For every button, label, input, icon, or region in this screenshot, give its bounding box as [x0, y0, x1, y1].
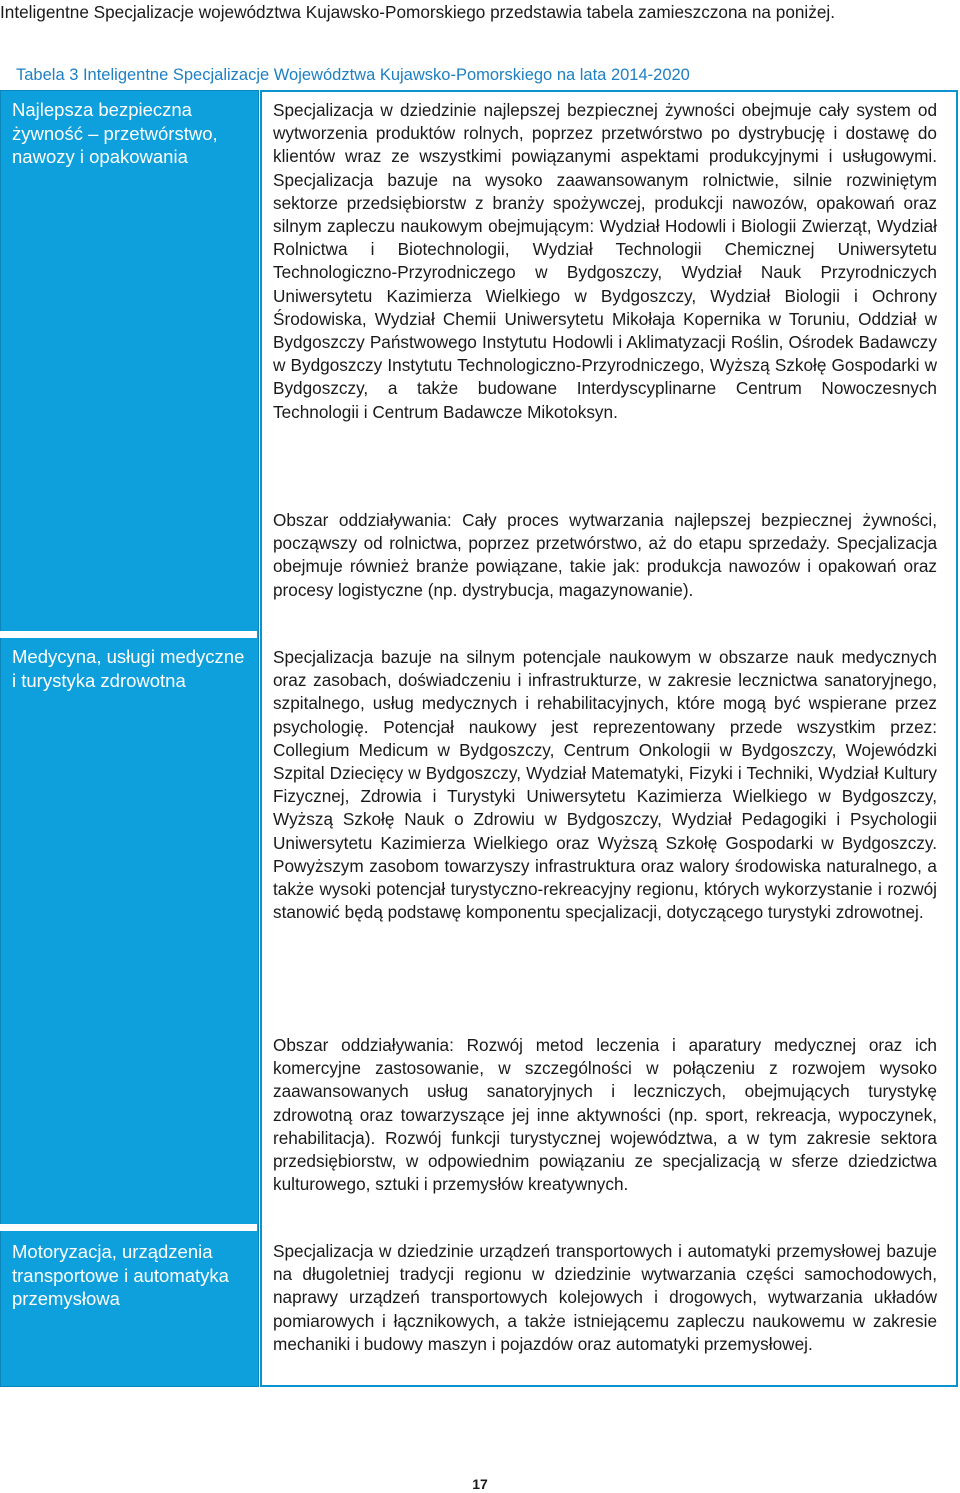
row-area-food: Obszar oddziaływania: Cały proces wytwarzania najlepszej bezpiecznej żywności, począwszy od rolnictwa, poprzez przetwórstwo, aż do etapu sprzedaży. Specjalizacja obejmuje również branże powiązane, takie jak: produkcja nawozów i opakowań oraz procesy logistyczne (np. dystrybucja, magazynowanie). — [273, 510, 937, 600]
row-area-medicine: Obszar oddziaływania: Rozwój metod leczenia i aparatury medycznej oraz ich komercyjne zastosowanie, w szczególności w połączeniu z rozwojem wysoko zaawansowanych usług sanatoryjnych i leczniczych, obejmujących turystykę zdrowotną oraz towarzyszące jej inne aktywności (np. sport, rekreacja, wypoczynek, rehabilitacja). Rozwój funkcji turystycznej województwa, a w tym zakresie sektora przedsiębiorstw, w odpowiednim powiązaniu ze specjalizacją w sferze dziedzictwa kulturowego, sztuki i przemysłów kreatywnych. — [273, 1035, 937, 1195]
row-divider — [0, 1224, 257, 1231]
intro-text: Inteligentne Specjalizacje województwa Kujawsko-Pomorskiego przedstawia tabela zamieszczona na poniżej. — [0, 2, 835, 22]
row-label-automotive: Motoryzacja, urządzenia transportowe i automatyka przemysłowa — [12, 1241, 229, 1309]
row-description-food: Specjalizacja w dziedzinie najlepszej bezpiecznej żywności obejmuje cały system od wytworzenia produktów rolnych, poprzez przetwórstwo po dystrybucję i dostawę do klientów wraz ze wszystkimi powiązanymi aspektami produkcyjnymi i usługowymi. Specjalizacja bazuje na wysoko zaawansowanym rolnictwie, silnie rozwiniętym sektorze przedsiębiorstw z branży spożywczej, produkcji nawozów, opakowań oraz silnym zapleczu naukowym obejmującym: Wydział Hodowli i Biologii Zwierząt, Wydział Rolnictwa i Biotechnologii, Wydział Technologii Chemicznej Uniwersytetu Technologiczno-Przyrodniczego w Bydgoszczy, Wydział Nauk Przyrodniczych Uniwersytetu Kazimierza Wielkiego w Bydgoszczy, Wydział Biologii i Ochrony Środowiska, Wydział Chemii Uniwersytetu Mikołaja Kopernika w Toruniu, Oddział w Bydgoszczy Państwowego Instytutu Hodowli i Aklimatyzacji Roślin, Ośrodek Badawczy w Bydgoszczy Instytutu Technologiczno-Przyrodniczego, Wyższą Szkołę Gospodarki w Bydgoszczy, a także budowane Interdyscyplinarne Centrum Nowoczesnych Technologii i Centrum Badawcze Mikotoksyn. — [273, 100, 937, 422]
row-label-food: Najlepsza bezpieczna żywność – przetwórstwo, nawozy i opakowania — [12, 99, 218, 167]
row-description-medicine: Specjalizacja bazuje na silnym potencjale naukowym w obszarze nauk medycznych oraz zasobach, doświadczeniu i infrastrukturze, w zakresie lecznictwa sanatoryjnego, szpitalnego, usług medycznych i rehabilitacyjnych, które mogą być wspierane przez psychologię. Potencjał naukowy jest reprezentowany przede wszystkim przez: Collegium Medicum w Bydgoszczy, Centrum Onkologii w Bydgoszczy, Wojewódzki Szpital Dziecięcy w Bydgoszczy, Wydział Matematyki, Fizyki i Techniki, Wydział Kultury Fizycznej, Zdrowia i Turystyki Uniwersytetu Kazimierza Wielkiego w Bydgoszczy, Wyższą Szkołę Nauk o Zdrowiu w Bydgoszczy, Wydział Pedagogiki i Psychologii Uniwersytetu Kazimierza Wielkiego oraz Wyższą Szkołę Gospodarki w Bydgoszczy. Powyższym zasobom towarzyszy infrastruktura oraz walory środowiska naturalnego, a także wysoki potencjał turystyczno-rekreacyjny regionu, których wykorzystanie i rozwój stanowić będą podstawę komponentu specjalizacji, dotyczącego turystyki zdrowotnej. — [273, 647, 937, 923]
table-caption: Tabela 3 Inteligentne Specjalizacje Województwa Kujawsko-Pomorskiego na lata 2014-2020 — [16, 66, 690, 84]
row-label-medicine: Medycyna, usługi medyczne i turystyka zdrowotna — [12, 646, 245, 691]
page-number: 17 — [472, 1476, 488, 1492]
table-left-column — [0, 90, 259, 1387]
row-divider — [0, 631, 257, 638]
row-description-automotive: Specjalizacja w dziedzinie urządzeń transportowych i automatyki przemysłowej bazuje na długoletniej tradycji regionu w dziedzinie wytwarzania części samochodowych, naprawy urządzeń transportowych kolejowych i drogowych, wytwarzania układów pomiarowych i łącznikowych, a także istniejącemu zapleczu naukowemu w zakresie mechaniki i budowy maszyn i pojazdów oraz automatyki przemysłowej. — [273, 1241, 937, 1354]
